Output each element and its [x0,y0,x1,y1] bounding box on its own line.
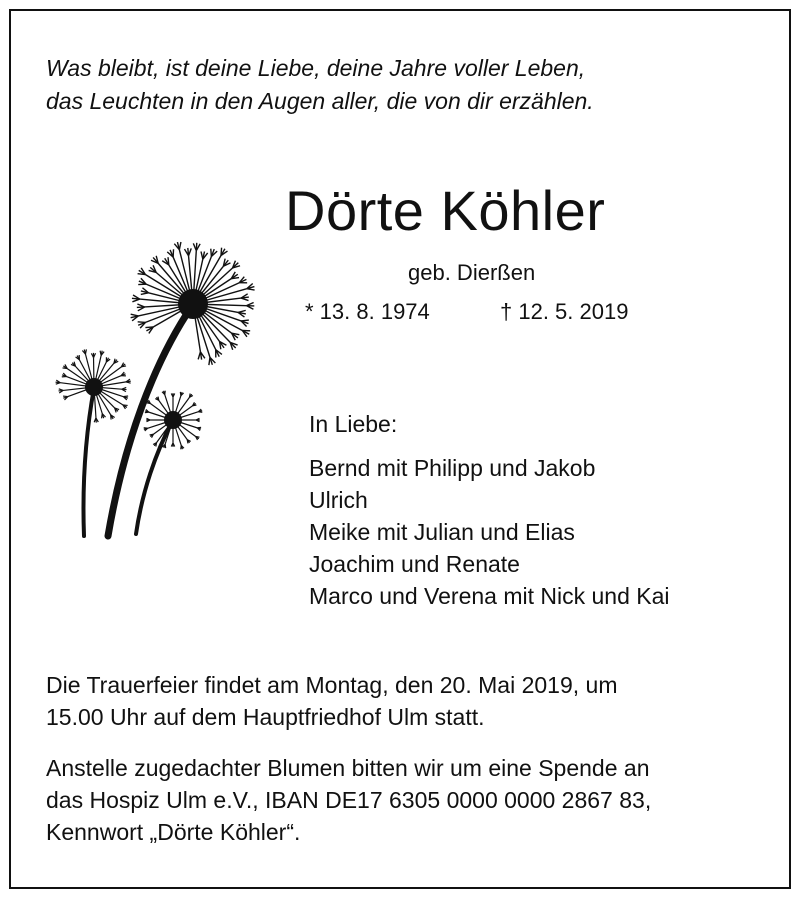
funeral-notice-line-1: Die Trauerfeier findet am Montag, den 20. Mai 2019, um [46,672,618,698]
mourner-name: Marco und Verena mit Nick und Kai [309,583,670,609]
death-date: † 12. 5. 2019 [500,299,629,324]
donation-notice-line-3: Kennwort „Dörte Köhler“. [46,819,301,845]
mourners-heading: In Liebe: [309,411,398,437]
mourner-name: Bernd mit Philipp und Jakob [309,455,596,481]
quote-line-1: Was bleibt, ist deine Liebe, deine Jahre voller Leben, [46,55,586,81]
mourner-name: Joachim und Renate [309,551,520,577]
mourner-name: Meike mit Julian und Elias [309,519,575,545]
donation-notice [46,752,651,848]
birth-date: * 13. 8. 1974 [305,299,430,324]
donation-notice-line-1: Anstelle zugedachter Blumen bitten wir um eine Spende an [46,755,650,781]
donation-notice-line-2: das Hospiz Ulm e.V., IBAN DE17 6305 0000 0000 2867 83, [46,787,652,813]
dandelion-icon [44,232,264,542]
deceased-name: Dörte Köhler [285,179,606,242]
funeral-notice [46,669,617,733]
quote-line-2: das Leuchten in den Augen aller, die von dir erzählen. [46,88,594,114]
memorial-quote [46,52,594,118]
mourners-list [309,452,670,612]
funeral-notice-line-2: 15.00 Uhr auf dem Hauptfriedhof Ulm statt. [46,704,485,730]
birth-name: geb. Dierßen [408,260,536,285]
mourner-name: Ulrich [309,487,368,513]
